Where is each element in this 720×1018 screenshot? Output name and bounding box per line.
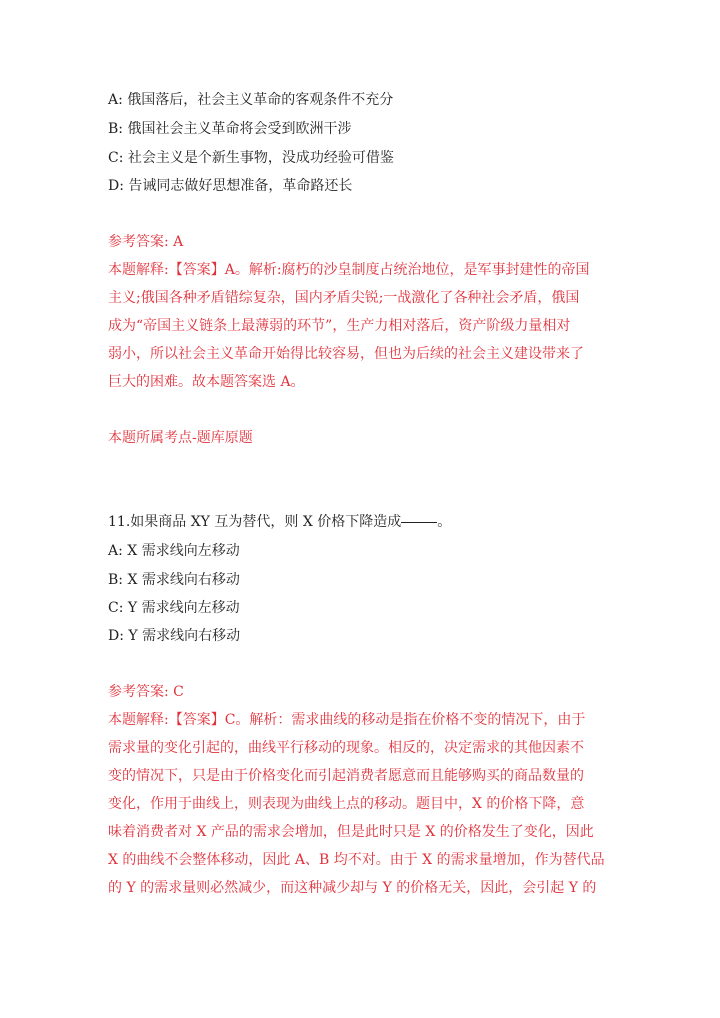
q11-option-c: C: Y 需求线向左移动 <box>108 600 240 616</box>
q10-category: 本题所属考点-题库原题 <box>108 430 253 446</box>
q11-question-end: 。 <box>437 514 452 530</box>
q10-explanation-line: 主义;俄国各种矛盾错综复杂，国内矛盾尖锐;一战激化了各种社会矛盾，俄国 <box>108 290 580 306</box>
q11-explanation-line: X 的曲线不会整体移动，因此 A、B 均不对。由于 X 的需求量增加，作为替代品 <box>108 852 605 868</box>
q11-explanation-line: 变化，作用于曲线上，则表现为曲线上点的移动。题目中，X 的价格下降，意 <box>108 796 585 812</box>
q10-explanation-line: 巨大的困难。故本题答案选 A。 <box>108 374 305 390</box>
q10-option-d: D: 告诫同志做好思想准备，革命路还长 <box>108 178 353 194</box>
q11-explanation-line: 变的情况下，只是由于价格变化而引起消费者愿意而且能够购买的商品数量的 <box>108 768 584 784</box>
q11-option-a: A: X 需求线向左移动 <box>108 543 240 559</box>
q10-explanation-line: 本题解释:【答案】A。解析:腐朽的沙皇制度占统治地位，是军事封建性的帝国 <box>108 262 590 278</box>
q11-explanation-line: 需求量的变化引起的，曲线平行移动的现象。相反的，决定需求的其他因素不 <box>108 740 584 756</box>
q11-explanation-line: 味着消费者对 X 产品的需求会增加，但是此时只是 X 的价格发生了变化，因此 <box>108 824 594 840</box>
q11-question <box>108 512 451 532</box>
q11-answer: 参考答案: C <box>108 684 184 700</box>
q11-explanation-line: 本题解释:【答案】C。解析：需求曲线的移动是指在价格不变的情况下，由于 <box>108 712 586 728</box>
q10-option-b: B: 俄国社会主义革命将会受到欧洲干涉 <box>108 121 352 137</box>
q11-option-b: B: X 需求线向右移动 <box>108 572 240 588</box>
q11-explanation-line: 的 Y 的需求量则必然减少，而这种减少却与 Y 的价格无关，因此，会引起 Y 的 <box>108 880 597 896</box>
q10-option-a: A: 俄国落后，社会主义革命的客观条件不充分 <box>108 92 394 108</box>
q10-explanation-line: 成为“帝国主义链条上最薄弱的环节”，生产力相对落后，资产阶级力量相对 <box>108 318 571 334</box>
q11-question-text: 11.如果商品 XY 互为替代，则 X 价格下降造成 <box>108 514 402 530</box>
q10-answer: 参考答案: A <box>108 234 184 250</box>
q10-option-c: C: 社会主义是个新生事物，没成功经验可借鉴 <box>108 150 394 166</box>
q10-explanation-line: 弱小，所以社会主义革命开始得比较容易，但也为后续的社会主义建设带来了 <box>108 346 584 362</box>
q11-answer-blank <box>401 522 437 523</box>
q11-option-d: D: Y 需求线向右移动 <box>108 628 241 644</box>
